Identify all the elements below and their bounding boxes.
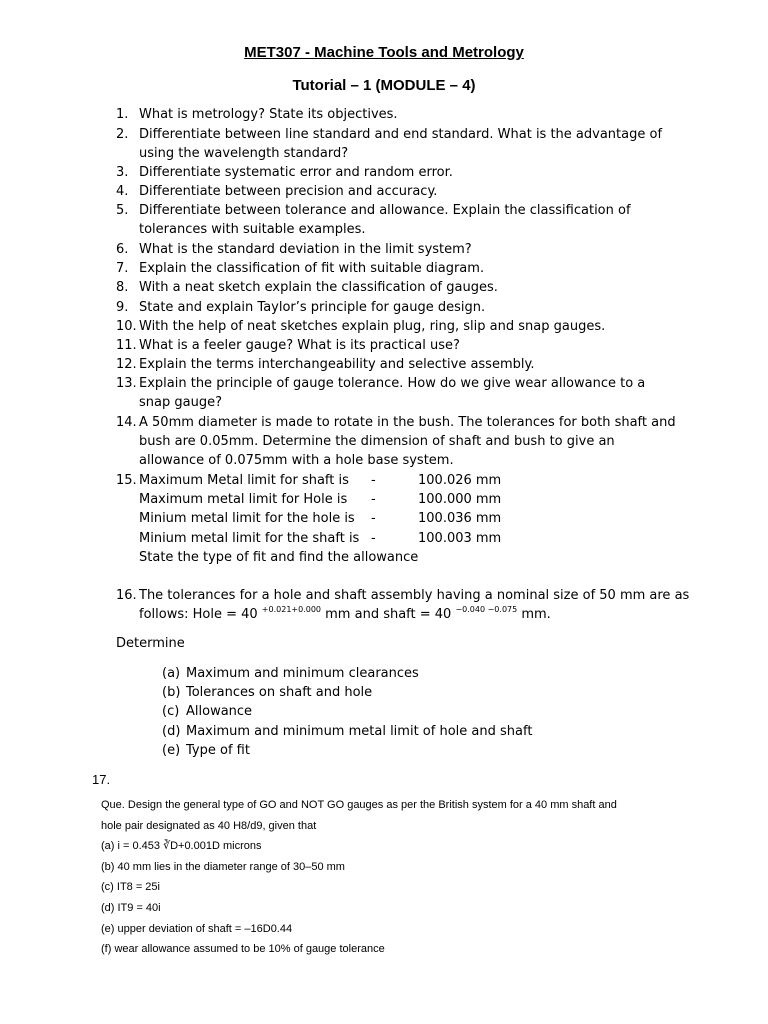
question-item: 6. What is the standard deviation in the limit system? — [116, 242, 472, 257]
question-item: 5. Differentiate between tolerance and allowance. Explain the classification of tolerances with suitable examples. — [116, 203, 631, 238]
question-17-line: (e) upper deviation of shaft = –16D0.44 — [101, 922, 293, 935]
question-item: 10. With the help of neat sketches explain plug, ring, slip and snap gauges. — [116, 319, 606, 334]
document-title: MET307 - Machine Tools and Metrology — [244, 44, 524, 61]
question-item: 12. Explain the terms interchangeability and selective assembly. — [116, 357, 535, 372]
question-item: 3. Differentiate systematic error and random error. — [116, 165, 453, 180]
question-17-line: Que. Design the general type of GO and NOT GO gauges as per the British system for a 40 mm shaft and — [101, 799, 617, 811]
question-17-number: 17. — [92, 772, 111, 787]
question-item: 1. What is metrology? State its objectives. — [116, 107, 398, 122]
question-item: 14. A 50mm diameter is made to rotate in the bush. The tolerances for both shaft and bush are 0.05mm. Determine the dimension of shaft and bush to give an allowance of 0.075mm with a hole base system. — [116, 415, 676, 469]
question-17-body — [101, 795, 681, 960]
document-subtitle: Tutorial – 1 (MODULE – 4) — [292, 77, 476, 94]
tutorial-page: MET307 - Machine Tools and Metrology Tutorial – 1 (MODULE – 4) 1. What is metrology? State its objectives. 2. Differentiate between line standard and end standard. What is the advantage of using the wavelength standard? 3. Differentiate systematic error and random error. 4. Differentiate between precision and accuracy. 5. Differentiate between tolerance and allowance. Explain the classification of tolerances with suitable examples. 6. What is the standard deviation in the limit system? 7. Explain the classification of fit with suitable diagram. 8. With a neat sketch explain the classification of gauges. 9. State and explain Taylor’s principle for gauge design. 10. With the help of neat sketches explain plug, ring, slip and snap gauges. 11. What is a feeler gauge? What is its practical use? 12. Explain the terms interchangeability and selective assembly. 13. Explain the principle of gauge tolerance. How do we give wear allowance to a snap gauge? 14. A 50mm diameter is made to rotate in the bush. The tolerances for both shaft and bush are 0.05mm. Determine the dimension of shaft and bush to give an allowance of 0.075mm with a hole base system. 15. Maximum Metal limit for shaft is - 100.026 mm Maximum metal limit for Hole is - 100.000 mm Minium metal limit for the hole is - 100.036 mm Minium metal limit for the shaft is - 100.003 mm State the type of fit and find the allowance 16. The tolerances for a hole and shaft assembly having a nominal size of 50 mm are as follows: Hole = 40 $^{+0.021+0.000}$ mm and shaft = 40 $^{-0.040 -0.075}$ mm. Determine (a) Maximum and minimum clearances (b) Tolerances on shaft and hole (c) Allowance (d) Maximum and minimum metal limit of hole and shaft (e) Type of fit 17. Que. Design the general type of GO and NOT GO gauges as per the British system for a 40 mm shaft and hole pair designated as 40 H8/d9, given that (a) i = 0.453 ∛D+0.001D microns (b) 40 mm lies in the diameter range of 30–50 mm (c) IT8 = 25i (d) IT9 = 40i (e) upper deviation of shaft = –16D0.44 (f) wear allowance assumed to be 10% of gauge tolerance — [0, 0, 768, 1024]
shaft-tolerance-superscript: −0.040 −0.075 — [455, 605, 518, 615]
question-17-line: (f) wear allowance assumed to be 10% of gauge tolerance — [101, 943, 385, 956]
question-item: 11. What is a feeler gauge? What is its practical use? — [116, 338, 460, 353]
question-17-line: hole pair designated as 40 H8/d9, given that — [101, 819, 317, 832]
question-17-line: (b) 40 mm lies in the diameter range of 30–50 mm — [101, 860, 345, 873]
question-item: 9. State and explain Taylor’s principle for gauge design. — [116, 300, 486, 315]
question-item: 4. Differentiate between precision and accuracy. — [116, 184, 438, 199]
question-17-line: (a) i = 0.453 ∛D+0.001D microns — [101, 840, 262, 853]
question-item: 13. Explain the principle of gauge tolerance. How do we give wear allowance to a snap gauge? — [116, 376, 646, 411]
determine-label: Determine — [116, 636, 185, 651]
question-16: 16. The tolerances for a hole and shaft assembly having a nominal size of 50 mm are as follows: Hole = 40 $^{+0.021+0.000}$ mm and shaft = 40 $^{-0.040 -0.075}$ mm. — [116, 588, 690, 623]
question-item: 2. Differentiate between line standard and end standard. What is the advantage of using the wavelength standard? — [116, 127, 663, 162]
question-17-line: (c) IT8 = 25i — [101, 881, 160, 894]
question-item: 8. With a neat sketch explain the classification of gauges. — [116, 280, 498, 295]
hole-tolerance-superscript: +0.021+0.000 — [261, 605, 322, 615]
question-16-line1: The tolerances for a hole and shaft assembly having a nominal size of 50 mm are as — [139, 588, 690, 603]
question-17-line: (d) IT9 = 40i — [101, 901, 161, 914]
question-item: 7. Explain the classification of fit with suitable diagram. — [116, 261, 485, 276]
